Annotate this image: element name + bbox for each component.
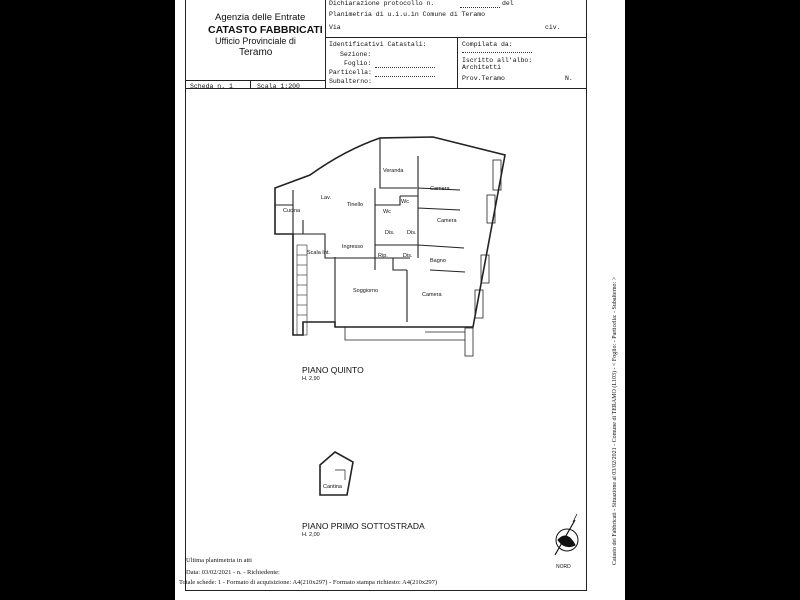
footer-line-1: Ultima planimetria in atti xyxy=(186,557,252,564)
protocollo-del: del xyxy=(502,0,514,7)
room-scala-interna: Scala Int. xyxy=(307,250,330,256)
room-ingresso: Ingresso xyxy=(342,244,364,250)
compilata-label: Compilata da: xyxy=(462,41,513,48)
iscritto-label: Iscritto all'albo: xyxy=(462,57,533,64)
room-disimpegno-1: Dis. xyxy=(385,230,395,236)
footer-line-3: Totale schede: 1 - Formato di acquisizione: A4(210x297) - Formato stampa richiesto: A4(210x297) xyxy=(179,579,438,586)
north-arrow-icon xyxy=(555,514,578,555)
room-camera-1: Camera xyxy=(430,186,450,192)
room-soggiorno: Soggiorno xyxy=(353,288,379,294)
room-lavanderia: Lav. xyxy=(321,195,331,201)
bottom-balcony xyxy=(345,327,465,340)
identificativi-label: Identificativi Catastali: xyxy=(329,41,427,48)
room-camera-2: Camera xyxy=(437,218,457,224)
north-label: NORD xyxy=(556,564,571,570)
room-cucina: Cucina xyxy=(283,208,301,214)
room-labels xyxy=(283,168,458,490)
province-name: Teramo xyxy=(239,47,273,58)
subalterno-label: Subalterno: xyxy=(329,78,372,85)
floor1-title: PIANO QUINTO xyxy=(302,365,364,375)
room-wc-1: Wc xyxy=(383,209,391,215)
floor2-height: H. 2,00 xyxy=(302,532,320,538)
sezione-label: Sezione: xyxy=(340,51,372,58)
room-tinello: Tinello xyxy=(347,202,363,208)
agency-name: Agenzia delle Entrate xyxy=(215,12,306,23)
room-camera-3: Camera xyxy=(422,292,442,298)
scala-label: Scala 1:200 xyxy=(257,83,300,90)
civ-label: civ. xyxy=(545,24,561,31)
scheda-label: Scheda n. 1 xyxy=(190,83,233,90)
side-stamp-text: Catasto dei Fabbricati - Situazione al 03/02/2021 - Comune di TERAMO (L103) - < Foglio: - Particella: - Subalterno: > xyxy=(612,276,618,565)
room-wc-2: Wc xyxy=(401,199,409,205)
cadastral-plan-sheet xyxy=(175,0,625,600)
albo-value: Architetti xyxy=(462,64,502,71)
ufficio-provinciale: Ufficio Provinciale di xyxy=(215,36,296,46)
room-disimpegno-2: Dis. xyxy=(407,230,417,236)
room-cantina: Cantina xyxy=(323,484,342,490)
protocollo-label: Dichiarazione protocollo n. xyxy=(329,0,435,7)
room-veranda: Veranda xyxy=(383,168,404,174)
floor1-height: H. 2,90 xyxy=(302,376,320,382)
via-label: Via xyxy=(329,24,341,31)
room-disimpegno-3: Dis. xyxy=(403,253,413,259)
prov-label: Prov.Teramo xyxy=(462,75,505,82)
floor-plan-drawing xyxy=(175,0,625,600)
building-outline xyxy=(275,137,505,335)
floor2-title: PIANO PRIMO SOTTOSTRADA xyxy=(302,521,425,531)
particella-label: Particella: xyxy=(329,69,372,76)
planimetria-label: Planimetria di u.i.u.in Comune di Teramo xyxy=(329,11,486,18)
n-label: N. xyxy=(565,75,573,82)
foglio-label: Foglio: xyxy=(344,60,372,67)
room-ripostiglio: Rip. xyxy=(378,253,388,259)
catasto-fabbricati-title: CATASTO FABBRICATI xyxy=(208,24,323,36)
footer-line-2: Data: 03/02/2021 - n. - Richiedente: xyxy=(186,569,280,576)
room-bagno: Bagno xyxy=(430,258,446,264)
